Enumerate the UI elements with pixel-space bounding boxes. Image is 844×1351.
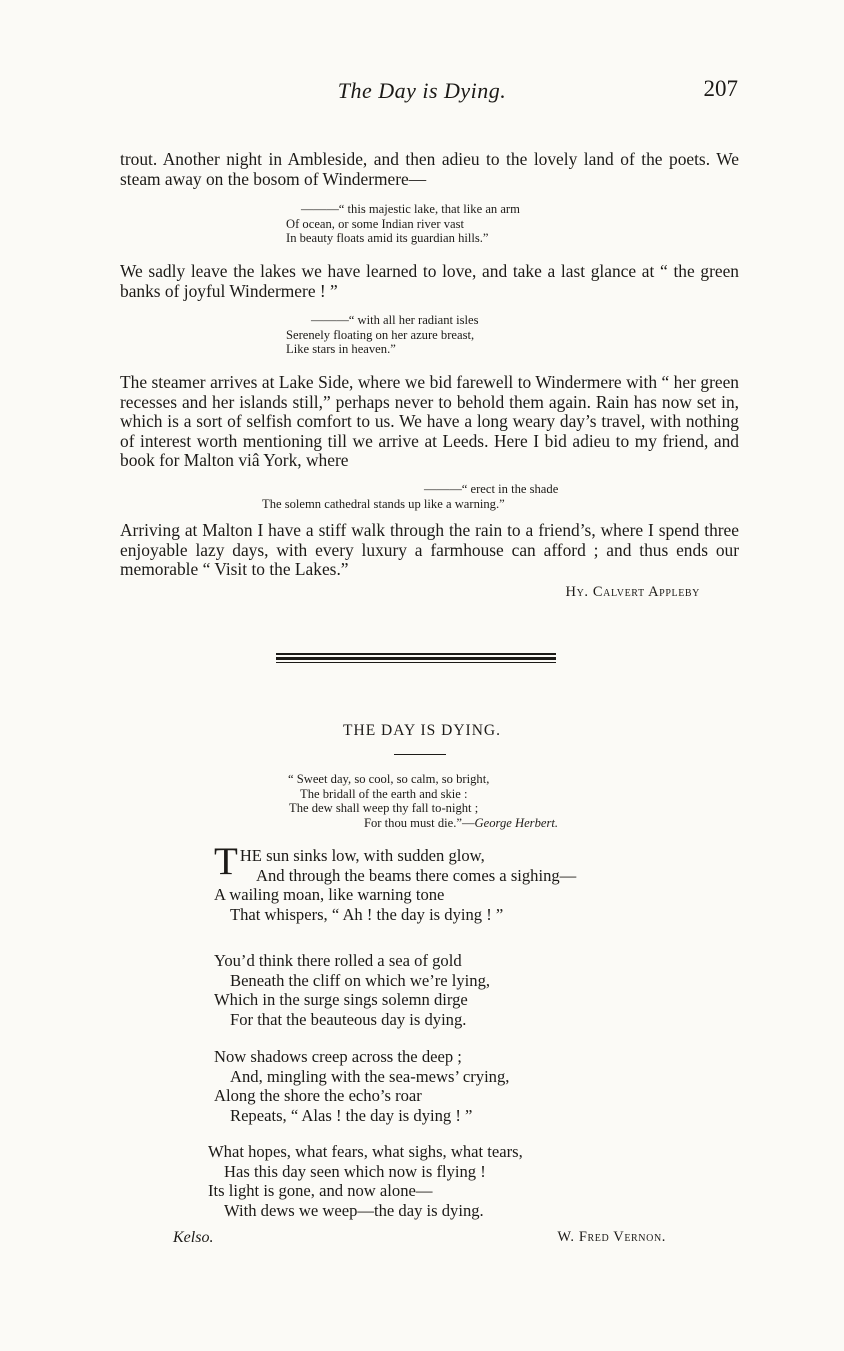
poem-epigraph xyxy=(288,772,558,830)
paragraph-4: Arriving at Malton I have a stiff walk through the rain to a friend’s, where I spend three enjoyable lazy days, with every luxury a farmhouse can afford ; and thus ends our memorable “ Visit to the Lakes.” xyxy=(120,520,739,579)
epigraph-line: The dew shall weep thy fall to-night ; xyxy=(289,801,479,816)
section-divider-middle xyxy=(276,657,556,660)
quote-1-line: ———“ this majestic lake, that like an arm xyxy=(301,202,520,216)
stanza-4 xyxy=(208,1142,523,1220)
poem-line: That whispers, “ Ah ! the day is dying ! ” xyxy=(230,904,504,924)
stanza-3 xyxy=(214,1047,509,1125)
poem-place: Kelso. xyxy=(173,1229,214,1246)
section-divider-bottom xyxy=(276,662,556,663)
stanza-2 xyxy=(214,951,490,1029)
quote-1 xyxy=(286,202,520,246)
poem-line: You’d think there rolled a sea of gold xyxy=(214,951,462,970)
title-underline xyxy=(394,754,446,755)
poem-line: Beneath the cliff on which we’re lying, xyxy=(230,970,491,990)
poem-line: Has this day seen which now is flying ! xyxy=(224,1161,486,1181)
epigraph-author: George Herbert. xyxy=(474,815,559,830)
paragraph-2: We sadly leave the lakes we have learned to love, and take a last glance at “ the green banks of joyful Windermere ! ” xyxy=(120,261,739,301)
poem-line: Along the shore the echo’s roar xyxy=(214,1086,422,1105)
poem-author: W. Fred Vernon. xyxy=(557,1229,666,1245)
poem-line: Repeats, “ Alas ! the day is dying ! ” xyxy=(230,1105,473,1125)
poem-line: And through the beams there comes a sighing— xyxy=(256,865,577,885)
quote-1-line: In beauty floats amid its guardian hills.” xyxy=(286,231,489,246)
quote-3-line: ———“ erect in the shade xyxy=(424,482,559,496)
poem-line: What hopes, what fears, what sighs, what tears, xyxy=(208,1142,523,1161)
quote-1-line: Of ocean, or some Indian river vast xyxy=(286,216,464,231)
poem-line: HE sun sinks low, with sudden glow, xyxy=(239,846,485,865)
paragraph-1: trout. Another night in Ambleside, and then adieu to the lovely land of the poets. We steam away on the bosom of Windermere— xyxy=(120,149,739,189)
poem-line: Now shadows creep across the deep ; xyxy=(214,1047,462,1066)
poem-line: And, mingling with the sea-mews’ crying, xyxy=(230,1066,510,1086)
poem-line: For that the beauteous day is dying. xyxy=(230,1009,467,1029)
article-signature: Hy. Calvert Appleby xyxy=(565,584,700,600)
epigraph-line: For thou must die.”— xyxy=(364,815,475,830)
poem-line: With dews we weep—the day is dying. xyxy=(224,1200,484,1220)
poem-line: Which in the surge sings solemn dirge xyxy=(214,990,468,1009)
quote-3-line: The solemn cathedral stands up like a warning.” xyxy=(262,496,505,511)
stanza-1 xyxy=(214,840,577,924)
quote-2-line: Like stars in heaven.” xyxy=(286,342,396,357)
poem-line: A wailing moan, like warning tone xyxy=(214,885,445,904)
paragraph-3: The steamer arrives at Lake Side, where we bid farewell to Windermere with “ her green recesses and her islands still,” perhaps never to behold them again. Rain has now set in, which is a sort of selfish comfort to us. We have a long weary day’s travel, with nothing of interest worth mentioning till we arrive at Leeds. Here I bid adieu to my friend, and book for Malton viâ York, where xyxy=(120,372,739,470)
poem-line: Its light is gone, and now alone— xyxy=(208,1181,433,1200)
section-divider-top xyxy=(276,653,556,655)
quote-2 xyxy=(286,313,479,357)
quote-2-line: ———“ with all her radiant isles xyxy=(311,313,479,327)
epigraph-line: “ Sweet day, so cool, so calm, so bright, xyxy=(288,772,490,786)
poem-title: THE DAY IS DYING. xyxy=(343,722,501,739)
quote-2-line: Serenely floating on her azure breast, xyxy=(286,327,475,342)
page-number: 207 xyxy=(703,76,738,101)
epigraph-line: The bridall of the earth and skie : xyxy=(300,786,468,801)
drop-cap: T xyxy=(214,840,238,883)
quote-3 xyxy=(262,482,558,511)
running-header-title: The Day is Dying. xyxy=(337,78,507,103)
